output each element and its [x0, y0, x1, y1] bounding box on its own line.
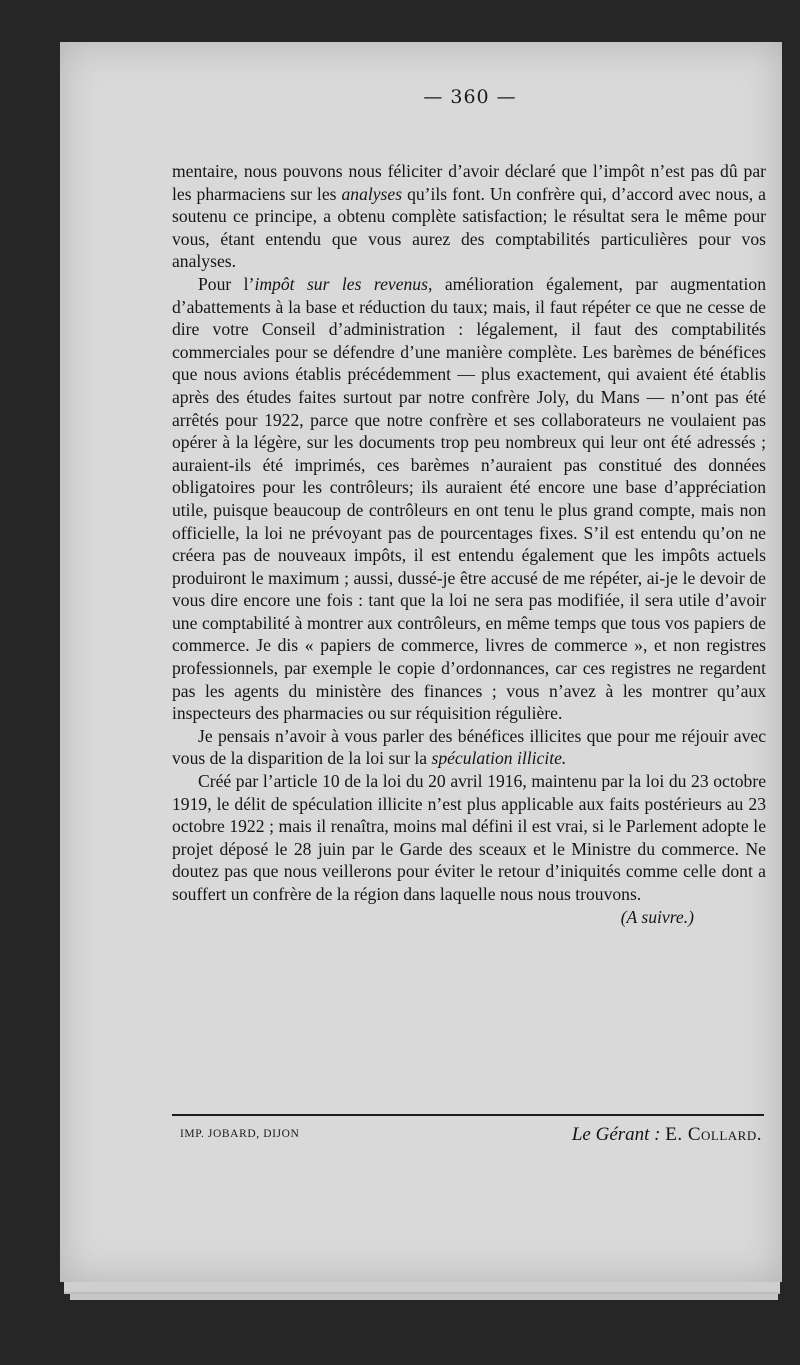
page-stack-edge: [70, 1294, 778, 1300]
manager-name: E. Collard.: [665, 1124, 762, 1145]
paragraph-1-emphasis: analyses: [341, 183, 403, 204]
manager-label: Le Gérant :: [571, 1124, 661, 1145]
paragraph-4: [172, 770, 766, 906]
paragraph-2: [172, 273, 766, 725]
paragraph-1-rest: qu’ils font. Un confrère qui, d’accord avec nous, a soutenu ce principe, a obtenu complète satisfaction; le résultat sera le même pour vous, étant entendu que vous aurez des comptabilités particulières pour vos analyses.: [172, 183, 766, 272]
article-body: [172, 160, 766, 928]
paragraph-2-emphasis: impôt sur les revenus,: [254, 273, 433, 294]
page-number: — 360 —: [423, 86, 517, 108]
paragraph-2-start: Pour l’: [198, 273, 255, 294]
paragraph-4-text: Créé par l’article 10 de la loi du 20 avril 1916, maintenu par la loi du 23 octobre 1919, le délit de spéculation illicite n’est plus applicable aux faits postérieurs au 23 octobre 1922 ; mais il renaîtra, moins mal défini il est vrai, si le Parlement adopte le projet déposé le 28 juin par le Garde des sceaux et le Ministre du commerce. Ne doutez pas que nous veillerons pour éviter le retour d’iniquités comme celle dont a souffert un confrère de la région dans laquelle nous nous trouvons.: [172, 771, 766, 904]
paragraph-3-text: Je pensais n’avoir à vous parler des bénéfices illicites que pour me réjouir avec vous de la disparition de la loi sur la: [172, 725, 766, 769]
paragraph-1-text: mentaire, nous pouvons nous féliciter d’avoir déclaré que l’impôt n’est pas dû par les pharmaciens sur les: [172, 161, 766, 204]
to-be-continued: (A suivre.): [620, 906, 694, 927]
paragraph-2-rest: amélioration également, par augmentation d’abattements à la base et réduction du taux; mais, il faut répéter ce que ne cesse de dire votre Conseil d’administration : légalement, il faut des comptabilités commerciales pour se défendre d’une manière complète. Les barèmes de bénéfices que nous avions établis précédemment — plus exactement, qui avaient été établis après des études faites surtout par notre confrère Joly, du Mans — n’ont pas été arrêtés pour 1922, parce que notre confrère et ses collaborateurs ne voulaient pas opérer à la légère, sur les documents trop peu nombreux qui leur ont été adressés ; auraient-ils été imprimés, ces barèmes n’auraient pas constitué des données obligatoires pour les contrôleurs; ils auraient été encore une base d’appréciation utile, puisque beaucoup de contrôleurs en ont tenu le plus grand compte, mais non officielle, la loi ne prévoyant pas de pourcentages fixes. S’il est entendu qu’on ne créera pas de nouveaux impôts, il est entendu également que les impôts actuels produiront le maximum ; aussi, dussé-je être accusé de me répéter, ai-je le devoir de vous dire encore une fois : tant que la loi ne sera pas modifiée, il sera utile d’avoir une comptabilité à montrer aux contrôleurs, en même temps que tous vos papiers de commerce. Je dis « papiers de commerce, livres de commerce », et non registres professionnels, par exemple le copie d’ordonnances, car ces registres ne regardent pas les agents du ministère des finances ; vous n’avez à les montrer qu’aux inspecteurs des pharmacies ou sur réquisition régulière.: [172, 273, 766, 724]
manager-signature: [500, 1124, 762, 1146]
paragraph-3: [172, 725, 766, 770]
printer-imprint: IMP. JOBARD, DIJON: [180, 1128, 300, 1140]
paragraph-1: [172, 160, 766, 273]
footer-rule: [172, 1114, 764, 1116]
page-bottom-edge: [64, 1282, 780, 1294]
paragraph-3-emphasis: spéculation illicite.: [431, 748, 567, 769]
